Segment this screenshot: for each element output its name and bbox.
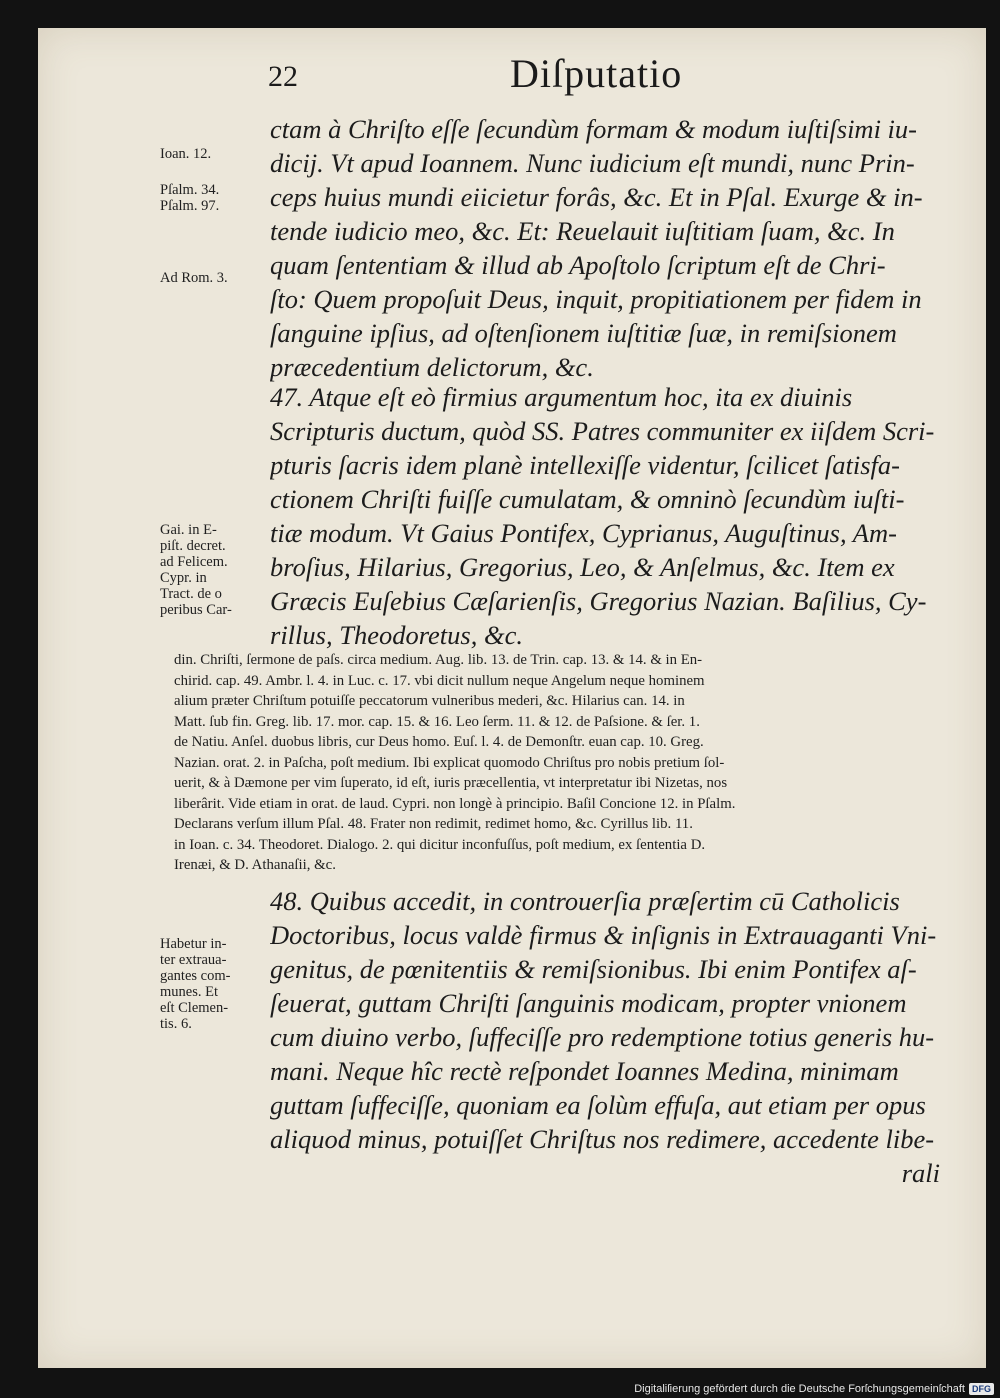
margin-note-line: piſt. decret.: [160, 538, 226, 554]
running-title: Diſputatio: [510, 51, 683, 96]
margin-note: [160, 270, 270, 286]
margin-note-line: ad Felicem.: [160, 554, 228, 570]
margin-note-line: tis. 6.: [160, 1016, 192, 1032]
body-paragraph: [270, 380, 940, 652]
margin-note: [160, 936, 270, 1032]
margin-note-line: munes. Et: [160, 984, 218, 1000]
body-line: Græcis Euſebius Cæſarienſis, Gregorius Nazian. Baſilius, Cy-: [270, 586, 927, 616]
body-line: præcedentium delictorum, &c.: [270, 352, 594, 382]
body-line: 48. Quibus accedit, in controuerſia præſertim cū Catholicis: [270, 886, 900, 916]
body-line: ſanguine ipſius, ad oſtenſionem iuſtitiæ ſuæ, in remiſsionem: [270, 318, 897, 348]
body-line: ſto: Quem propoſuit Deus, inquit, propitiationem per fidem in: [270, 284, 922, 314]
body-line: guttam ſuffeciſſe, quoniam ea ſolùm effuſa, aut etiam per opus: [270, 1090, 926, 1120]
footnote-line: uerit, & à Dæmone per vim ſuperato, id eſt, iuris præcellentia, vt interpretatur ibi Nizetas, nos: [174, 775, 728, 791]
body-line: dicij. Vt apud Ioannem. Nunc iudicium eſt mundi, nunc Prin-: [270, 148, 915, 178]
footnote-line: Declarans verſum illum Pſal. 48. Frater non redimit, redimet homo, &c. Cyrillus lib. 11.: [174, 816, 693, 832]
funding-banner: [634, 1383, 994, 1395]
body-line: Scripturis ductum, quòd SS. Patres communiter ex iiſdem Scri-: [270, 416, 935, 446]
margin-note-line: Gai. in E-: [160, 522, 217, 538]
footnote-line: din. Chriſti, ſermone de paſs. circa medium. Aug. lib. 13. de Trin. cap. 13. & 14. & in En-: [174, 652, 703, 668]
margin-note-line: Ioan. 12.: [160, 146, 212, 162]
body-line: quam ſententiam & illud ab Apoſtolo ſcriptum eſt de Chri-: [270, 250, 886, 280]
funding-text: Digitaliſierung gefördert durch die Deutsche Forſchungsgemeinſchaft: [634, 1383, 965, 1395]
margin-note: [160, 182, 270, 214]
footnote-line: Nazian. orat. 2. in Paſcha, poſt medium. Ibi explicat quomodo Chriſtus pro nobis pretium ſol-: [174, 754, 725, 771]
margin-note-line: Pſalm. 34.: [160, 182, 220, 198]
footnote-line: alium præter Chriſtum potuiſſe peccatorum vulneribus mederi, &c. Hilarius can. 14. in: [174, 693, 685, 709]
margin-note-line: eſt Clemen-: [160, 1000, 229, 1016]
body-line: aliquod minus, potuiſſet Chriſtus nos redimere, accedente libe-: [270, 1124, 935, 1154]
body-paragraph: [270, 884, 940, 1190]
footnote-line: de Natiu. Anſel. duobus libris, cur Deus homo. Euſ. l. 4. de Demonſtr. euan cap. 10. Greg.: [174, 734, 704, 750]
margin-note-line: Ad Rom. 3.: [160, 270, 228, 286]
body-line: ctionem Chriſti fuiſſe cumulatam, & omninò ſecundùm iuſti-: [270, 484, 905, 514]
margin-note-line: peribus Car-: [160, 602, 232, 618]
margin-note: [160, 522, 270, 618]
footnote-line: Irenæi, & D. Athanaſii, &c.: [174, 857, 336, 873]
body-line: pturis ſacris idem planè intellexiſſe videntur, ſcilicet ſatisfa-: [270, 450, 900, 480]
body-line: Doctoribus, locus valdè firmus & inſignis in Extrauaganti Vni-: [270, 920, 937, 950]
margin-note-line: Tract. de o: [160, 586, 222, 602]
body-line: ſeuerat, guttam Chriſti ſanguinis modicam, propter vnionem: [270, 988, 907, 1018]
margin-note-line: Habetur in-: [160, 936, 227, 952]
body-line: tiæ modum. Vt Gaius Pontifex, Cyprianus, Auguſtinus, Am-: [270, 518, 897, 548]
margin-note-line: Cypr. in: [160, 570, 207, 586]
footnote-line: liberârit. Vide etiam in orat. de laud. Cypri. non longè à principio. Baſil Concione 12. in Pſalm.: [174, 795, 736, 812]
body-line: broſius, Hilarius, Gregorius, Leo, & Anſelmus, &c. Item ex: [270, 552, 895, 582]
body-line: ceps huius mundi eiicietur forâs, &c. Et in Pſal. Exurge & in-: [270, 182, 923, 212]
body-line: tende iudicio meo, &c. Et: Reuelauit iuſtitiam ſuam, &c. In: [270, 216, 895, 246]
footnote-line: chirid. cap. 49. Ambr. l. 4. in Luc. c. 17. vbi dicit nullum neque Angelum neque hominem: [174, 672, 705, 689]
catchword: rali: [901, 1158, 940, 1188]
margin-note-line: Pſalm. 97.: [160, 198, 220, 214]
margin-note-line: gantes com-: [160, 968, 231, 984]
body-line: cum diuino verbo, ſuffeciſſe pro redemptione totius generis hu-: [270, 1022, 935, 1052]
footnote-line: Matt. ſub fin. Greg. lib. 17. mor. cap. 15. & 16. Leo ſerm. 11. & 12. de Paſsione. & ſer. 1.: [174, 713, 700, 730]
body-line: genitus, de pœnitentiis & remiſsionibus. Ibi enim Pontifex aſ-: [270, 954, 917, 984]
footnote-block: [174, 650, 944, 876]
page-number: 22: [268, 60, 298, 93]
margin-note-line: ter extraua-: [160, 952, 227, 968]
margin-note: [160, 146, 270, 162]
body-paragraph: [270, 112, 940, 384]
footnote-line: in Ioan. c. 34. Theodoret. Dialogo. 2. qui dicitur inconfuſſus, poſt medium, ex ſententia D.: [174, 836, 706, 853]
body-line: ctam à Chriſto eſſe ſecundùm formam & modum iuſtiſsimi iu-: [270, 114, 917, 144]
body-line: 47. Atque eſt eò firmius argumentum hoc, ita ex diuinis: [270, 382, 853, 412]
body-line: rillus, Theodoretus, &c.: [270, 620, 523, 650]
body-line: mani. Neque hîc rectè reſpondet Ioannes Medina, minimam: [270, 1056, 899, 1086]
dfg-logo: DFG: [969, 1383, 994, 1395]
